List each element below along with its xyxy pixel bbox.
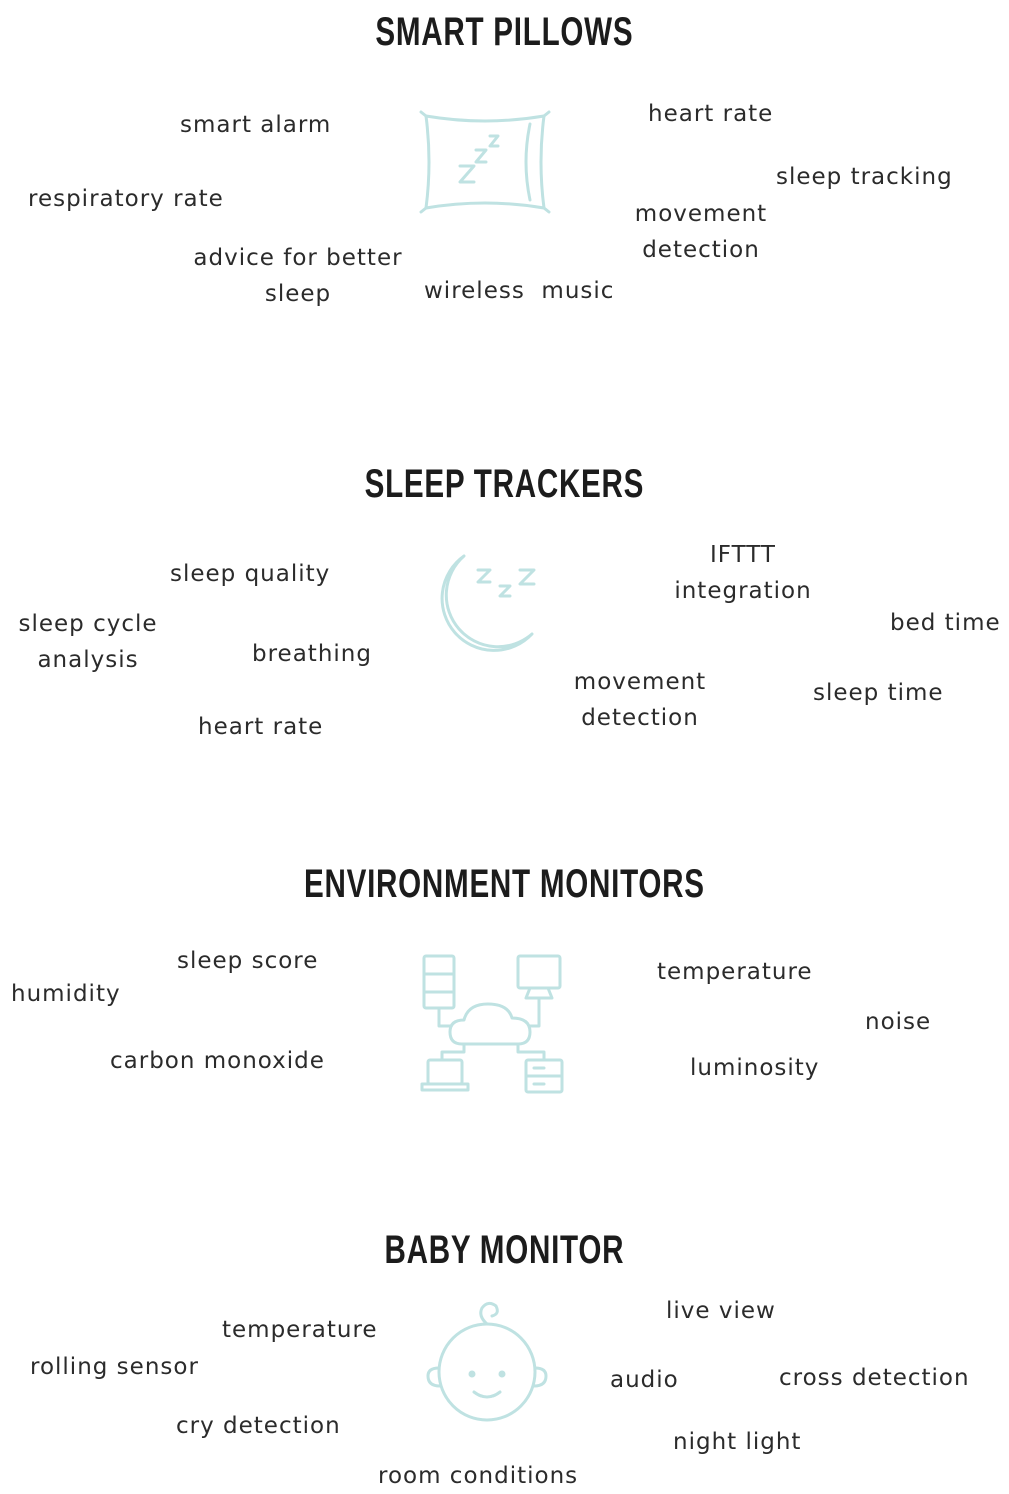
baby-face-icon <box>420 1296 554 1424</box>
feature-label: night light <box>673 1429 802 1455</box>
section-title-baby-monitor: BABY MONITOR <box>384 1228 625 1272</box>
feature-label: movement detection <box>634 201 768 263</box>
feature-label: temperature <box>222 1317 378 1343</box>
feature-label: luminosity <box>690 1055 820 1081</box>
feature-label: respiratory rate <box>28 186 224 212</box>
feature-label: audio <box>610 1367 679 1393</box>
feature-label: temperature <box>657 959 813 985</box>
feature-label: cross detection <box>779 1365 970 1391</box>
feature-label: sleep score <box>177 948 319 974</box>
feature-label: cry detection <box>176 1413 341 1439</box>
pillow-sleep-icon <box>418 110 553 214</box>
section-title-environment-monitors: ENVIRONMENT MONITORS <box>304 862 705 906</box>
feature-label: rolling sensor <box>30 1354 199 1380</box>
feature-label: heart rate <box>198 714 324 740</box>
feature-label: sleep quality <box>170 561 331 587</box>
feature-label: heart rate <box>648 101 774 127</box>
cloud-network-icon <box>418 952 566 1096</box>
feature-label: wireless music <box>424 278 615 304</box>
feature-label: sleep tracking <box>776 164 953 190</box>
feature-label: noise <box>865 1009 932 1035</box>
feature-label: IFTTT integration <box>674 542 812 604</box>
feature-label: live view <box>666 1298 776 1324</box>
feature-label: carbon monoxide <box>110 1048 325 1074</box>
feature-label: advice for better sleep <box>193 245 403 307</box>
section-title-sleep-trackers: SLEEP TRACKERS <box>364 462 645 506</box>
feature-label: room conditions <box>378 1463 579 1489</box>
feature-label: breathing <box>252 641 372 667</box>
feature-label: movement detection <box>573 669 707 731</box>
feature-label: sleep cycle analysis <box>18 611 158 673</box>
feature-label: humidity <box>11 981 121 1007</box>
section-title-smart-pillows: SMART PILLOWS <box>375 10 634 54</box>
feature-label: smart alarm <box>180 112 332 138</box>
moon-sleep-icon <box>420 550 550 665</box>
feature-label: sleep time <box>813 680 944 706</box>
feature-label: bed time <box>890 610 1001 636</box>
